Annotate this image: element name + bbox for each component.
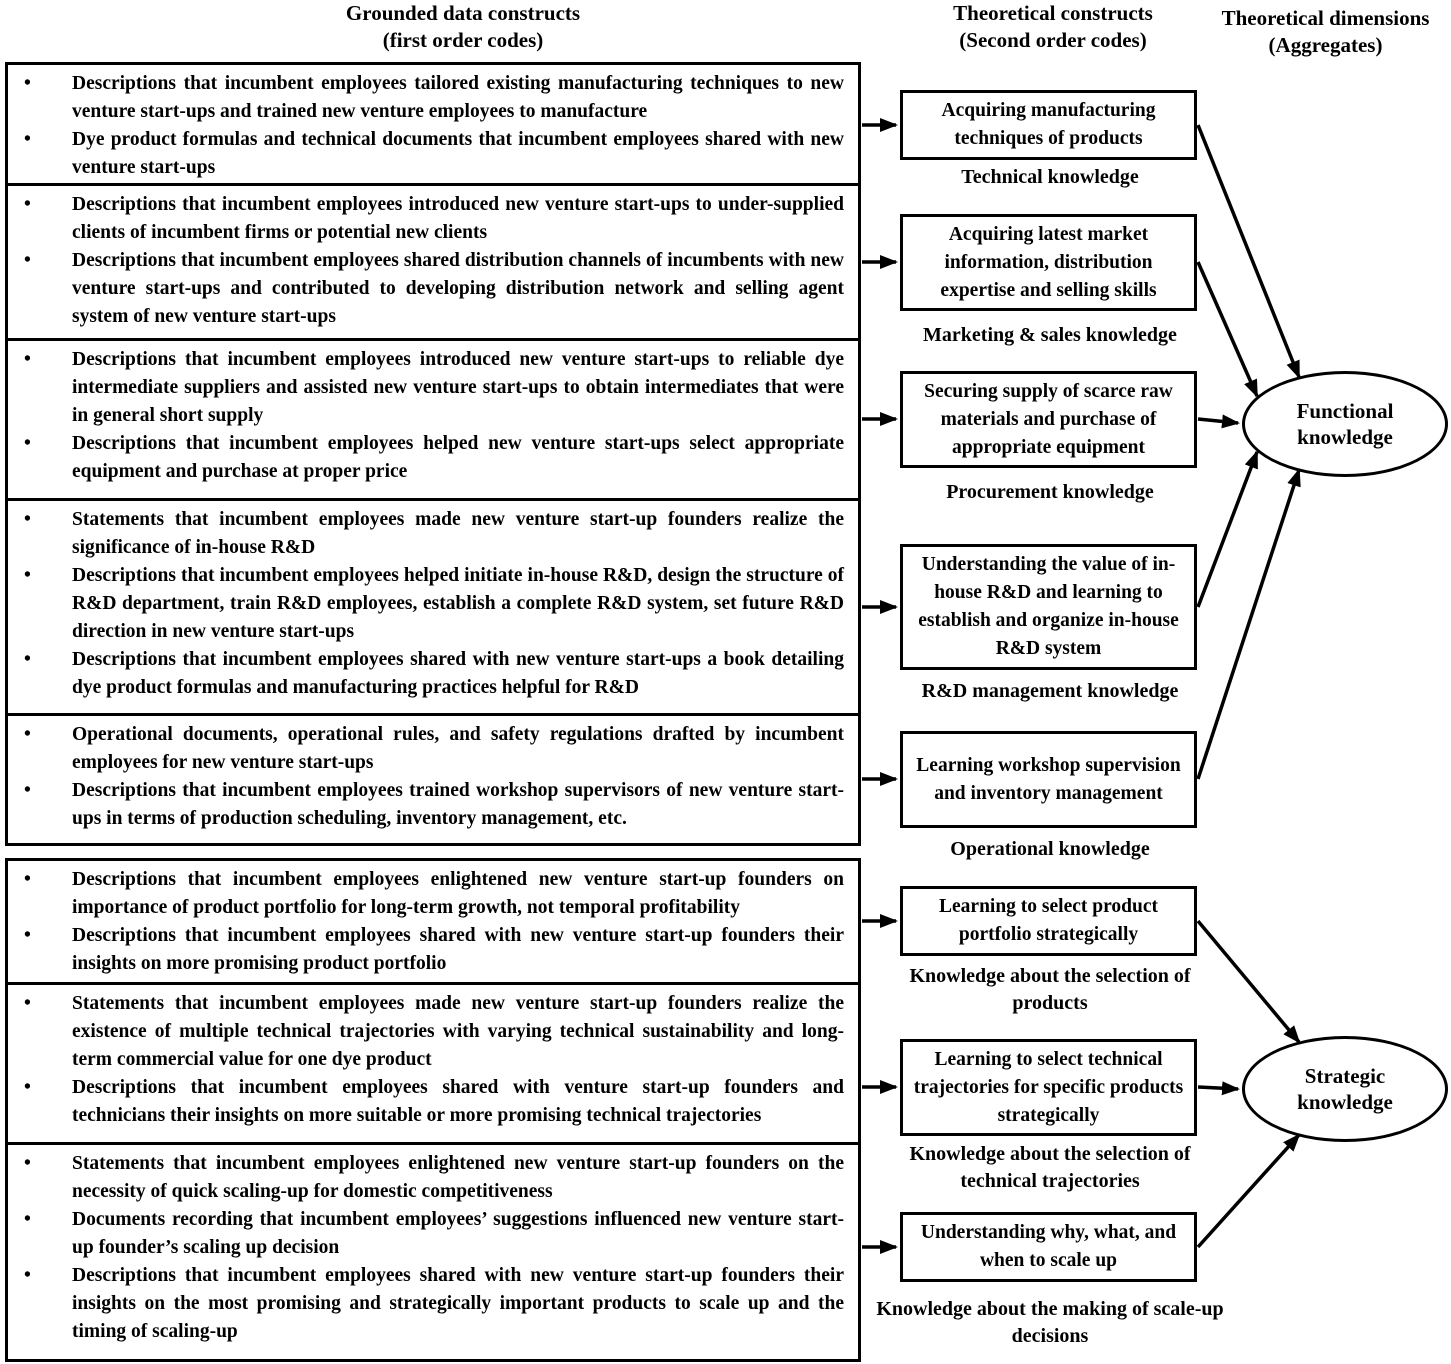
bullet-item: • Descriptions that incumbent employees shared distribution channels of incumbents with new venture start-ups and contributed to developing distribution network and selling agent system of new venture start-ups xyxy=(8,247,844,331)
second-order-label-product-selection: Knowledge about the selection of products xyxy=(909,965,1191,1014)
first-order-box-scaleup xyxy=(5,1142,861,1362)
bullet-item: • Descriptions that incumbent employees helped new venture start-ups select appropriate equipment and purchase at proper price xyxy=(8,430,844,486)
second-order-box-text: Understanding the value of in-house R&D and learning to establish and organize in-house R&D system xyxy=(918,554,1179,659)
first-order-box-operational xyxy=(5,713,861,846)
bullet-list xyxy=(8,186,858,331)
second-order-box-text: Learning to select technical trajectories for specific products strategically xyxy=(913,1048,1184,1126)
bullet-item: • Documents recording that incumbent employees’ suggestions influenced new venture start-up founder’s scaling up decision xyxy=(8,1206,844,1262)
bullet-item: • Descriptions that incumbent employees enlightened new venture start-up founders on importance of product portfolio for long-term growth, not temporal profitability xyxy=(8,866,844,922)
second-order-box-marketing xyxy=(900,214,1197,311)
column-header-line: (Aggregates) xyxy=(1268,33,1383,57)
bullet-item: • Descriptions that incumbent employees introduced new venture start-ups to reliable dye intermediate suppliers and assisted new venture start-ups to obtain intermediates that were in general short supply xyxy=(8,346,844,430)
bullet-list xyxy=(8,716,858,833)
second-order-box-text: Acquiring latest market information, distribution expertise and selling skills xyxy=(940,223,1157,301)
second-order-box-scaleup xyxy=(900,1212,1197,1282)
second-order-label-operational: Operational knowledge xyxy=(950,838,1150,860)
bullet-item: • Descriptions that incumbent employees shared with new venture start-up founders their insights on the most promising and strategically important products to scale up and the timing of scaling-up xyxy=(8,1262,844,1346)
second-order-label-procurement: Procurement knowledge xyxy=(946,481,1154,503)
column-header-second-order xyxy=(898,0,1208,54)
bullet-item: • Descriptions that incumbent employees shared with new venture start-ups a book detailing dye product formulas and manufacturing practices helpful for R&D xyxy=(8,646,844,702)
second-order-box-text: Learning to select product portfolio strategically xyxy=(939,896,1158,945)
second-order-box-text: Learning workshop supervision and inventory management xyxy=(916,754,1181,804)
bullet-item: • Descriptions that incumbent employees shared with venture start-up founders and technicians their insights on more suitable or more promising technical trajectories xyxy=(8,1074,844,1130)
column-header-line: (first order codes) xyxy=(382,28,544,52)
bullet-item: • Dye product formulas and technical documents that incumbent employees shared with new venture start-ups xyxy=(8,126,844,182)
first-order-box-trajectories xyxy=(5,982,861,1145)
second-order-box-procurement xyxy=(900,371,1197,468)
column-header-line: Theoretical constructs xyxy=(953,1,1153,25)
first-order-box-product-selection xyxy=(5,858,861,985)
column-header-line: (Second order codes) xyxy=(959,28,1147,52)
first-order-box-procurement xyxy=(5,338,861,501)
first-order-box-marketing xyxy=(5,183,861,341)
aggregate-ellipse-strategic-knowledge: Strategic knowledge xyxy=(1242,1036,1448,1142)
column-header-line: Theoretical dimensions xyxy=(1221,6,1430,30)
first-order-box-rnd xyxy=(5,498,861,716)
column-header-aggregates xyxy=(1200,5,1451,59)
second-order-box-technical xyxy=(900,90,1197,160)
second-order-label-scaleup: Knowledge about the making of scale-up decisions xyxy=(876,1298,1224,1347)
bullet-item: • Statements that incumbent employees enlightened new venture start-up founders on the necessity of quick scaling-up for domestic competitiveness xyxy=(8,1150,844,1206)
bullet-item: • Descriptions that incumbent employees shared with new venture start-up founders their insights on more promising product portfolio xyxy=(8,922,844,978)
bullet-item: • Descriptions that incumbent employees tailored existing manufacturing techniques to new venture start-ups and trained new venture employees to manufacture xyxy=(8,70,844,126)
bullet-list xyxy=(8,861,858,978)
second-order-box-product-selection xyxy=(900,886,1197,956)
bullet-item: • Operational documents, operational rules, and safety regulations drafted by incumbent employees for new venture start-ups xyxy=(8,721,844,777)
second-order-box-text: Securing supply of scarce raw materials and purchase of appropriate equipment xyxy=(924,380,1173,458)
second-order-label-marketing: Marketing & sales knowledge xyxy=(923,324,1177,346)
second-order-label-trajectories: Knowledge about the selection of technical trajectories xyxy=(909,1143,1191,1192)
bullet-list xyxy=(8,501,858,702)
second-order-box-rnd xyxy=(900,544,1197,670)
bullet-item: • Descriptions that incumbent employees helped initiate in-house R&D, design the structure of R&D department, train R&D employees, establish a complete R&D system, set future R&D direction in new venture start-ups xyxy=(8,562,844,646)
second-order-box-operational xyxy=(900,731,1197,828)
bullet-item: • Statements that incumbent employees made new venture start-up founders realize the existence of multiple technical trajectories with varying technical sustainability and long-term commercial value for one dye product xyxy=(8,990,844,1074)
column-header-first-order xyxy=(163,0,763,54)
bullet-list xyxy=(8,1145,858,1346)
second-order-label-technical: Technical knowledge xyxy=(961,166,1139,188)
second-order-box-trajectories xyxy=(900,1039,1197,1136)
second-order-label-rnd: R&D management knowledge xyxy=(921,680,1179,702)
aggregate-ellipse-functional-knowledge: Functional knowledge xyxy=(1242,371,1448,477)
column-header-line: Grounded data constructs xyxy=(345,1,581,25)
second-order-box-text: Acquiring manufacturing techniques of products xyxy=(941,100,1156,149)
bullet-item: • Statements that incumbent employees made new venture start-up founders realize the significance of in-house R&D xyxy=(8,506,844,562)
bullet-item: • Descriptions that incumbent employees trained workshop supervisors of new venture start-ups in terms of production scheduling, inventory management, etc. xyxy=(8,777,844,833)
bullet-list xyxy=(8,65,858,182)
bullet-list xyxy=(8,985,858,1130)
first-order-box-technical xyxy=(5,62,861,186)
bullet-list xyxy=(8,341,858,486)
bullet-item: • Descriptions that incumbent employees introduced new venture start-ups to under-supplied clients of incumbent firms or potential new clients xyxy=(8,191,844,247)
second-order-box-text: Understanding why, what, and when to scale up xyxy=(920,1222,1177,1271)
